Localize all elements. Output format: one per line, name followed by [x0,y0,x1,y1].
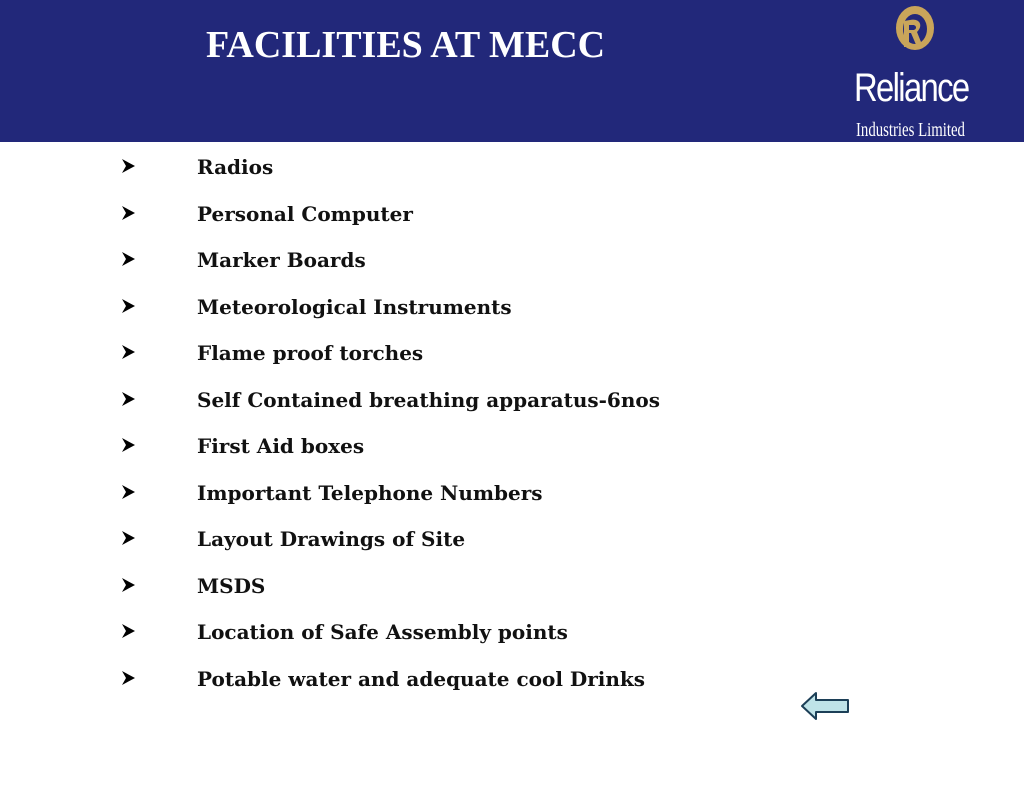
arrowhead-bullet-icon [120,344,136,360]
list-item [0,383,1024,430]
list-item [0,290,1024,337]
list-item-label: Flame proof torches [197,341,424,365]
list-item-label: Self Contained breathing apparatus-6nos [197,387,660,412]
list-item [0,336,1024,383]
list-item [0,569,1024,616]
list-item-label: Location of Safe Assembly points [197,620,568,644]
list-item [0,150,1024,197]
list-item [0,522,1024,569]
list-item [0,197,1024,244]
reliance-logo [846,0,1024,142]
arrowhead-bullet-icon [120,391,136,407]
list-item [0,243,1024,290]
slide-header [0,0,1024,142]
arrowhead-bullet-icon [120,530,136,546]
list-item-label: First Aid boxes [197,434,365,458]
arrowhead-bullet-icon [120,670,136,686]
reliance-logo-mark-icon [892,2,938,66]
arrowhead-bullet-icon [120,623,136,639]
list-item-label: MSDS [197,573,266,598]
list-item-label: Potable water and adequate cool Drinks [197,666,646,691]
list-item-label: Marker Boards [197,248,366,272]
logo-company-name: Reliance [854,66,969,110]
arrowhead-bullet-icon [120,298,136,314]
list-item-label: Meteorological Instruments [197,294,512,319]
facilities-list [0,150,1024,708]
left-arrow-icon [802,693,848,719]
arrowhead-bullet-icon [120,484,136,500]
list-item [0,429,1024,476]
arrowhead-bullet-icon [120,577,136,593]
arrowhead-bullet-icon [120,158,136,174]
list-item [0,476,1024,523]
list-item [0,615,1024,662]
logo-company-subtitle: Industries Limited [856,119,965,141]
list-item-label: Personal Computer [197,201,413,226]
arrowhead-bullet-icon [120,251,136,267]
slide-title: FACILITIES AT MECC [206,24,606,66]
list-item [0,662,1024,709]
back-arrow-button[interactable] [800,690,850,722]
list-item-label: Radios [197,155,274,179]
arrowhead-bullet-icon [120,205,136,221]
arrowhead-bullet-icon [120,437,136,453]
list-item-label: Important Telephone Numbers [197,480,543,505]
list-item-label: Layout Drawings of Site [197,527,466,551]
